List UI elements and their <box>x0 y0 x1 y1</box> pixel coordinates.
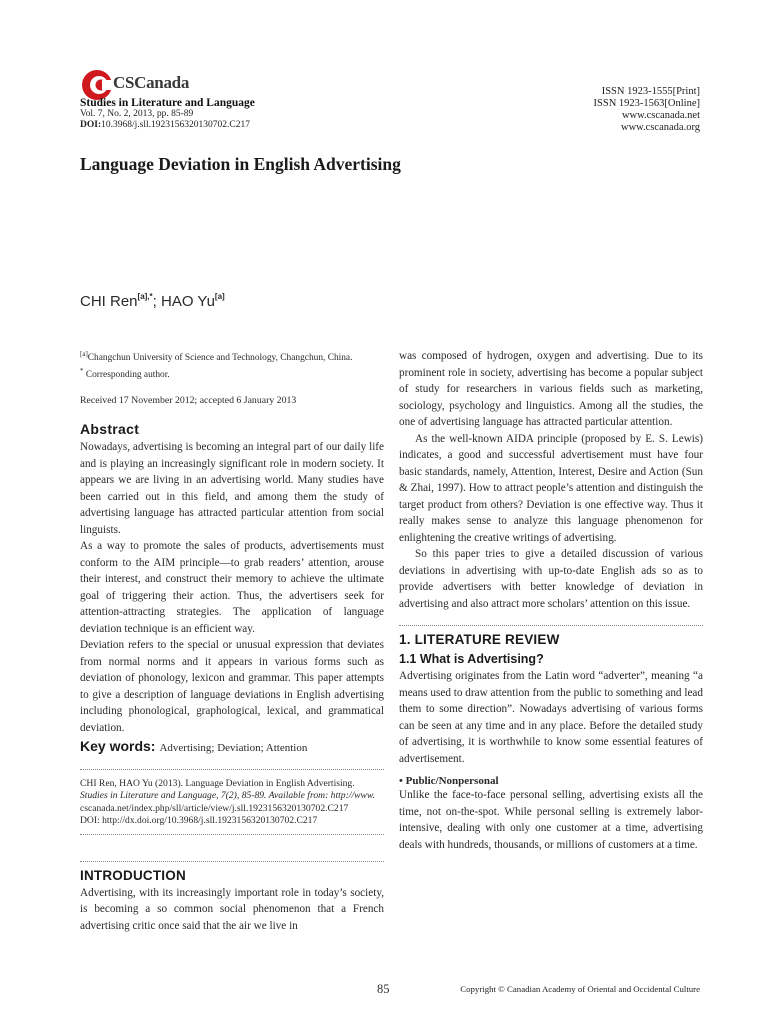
abstract-paragraph: Deviation refers to the special or unusual expression that deviates from normal norms and it appears in various forms such as deviation of phonology, lexicon and grammar. This paper attempts to give a description of language deviations in English advertising including phonological, graphological, lexical, and grammatical deviation. <box>80 639 384 734</box>
body-paragraph: was composed of hydrogen, oxygen and advertising. Due to its prominent role in society, advertising has become a popular subject of study for researchers in various fields such as marketing, sociology, psychology and linguistics. Among all the studies, the one of advertising language has attracted particular attention. <box>399 350 703 428</box>
affiliation-text: Changchun University of Science and Technology, Changchun, China. <box>87 353 353 364</box>
copyright-notice: Copyright © Canadian Academy of Oriental and Occidental Culture <box>460 984 700 994</box>
author-separator: ; <box>152 293 161 310</box>
author-affiliation-mark: [a],* <box>137 292 153 301</box>
brand-name: CSCanada <box>113 73 190 92</box>
issn-print: ISSN 1923-1555[Print] <box>601 86 700 97</box>
citation-doi-link[interactable]: DOI: http://dx.doi.org/10.3968/j.sll.1923156320130702.C217 <box>80 815 318 827</box>
website-link[interactable]: www.cscanada.net <box>621 110 700 121</box>
subsection-heading: 1.1 What is Advertising? <box>399 652 544 666</box>
body-paragraph: So this paper tries to give a detailed discussion of various deviations in advertising with up-to-date English ads so as to provide advertisers with better knowledge of deviation in advertising and also attract more scholars’ attention on this issue. <box>399 548 703 610</box>
author-name: CHI Ren <box>80 293 138 310</box>
article-title: Language Deviation in English Advertising <box>80 154 401 174</box>
left-column <box>80 348 384 934</box>
keywords-text: Advertising; Deviation; Attention <box>159 742 308 755</box>
journal-name: Studies in Literature and Language <box>80 97 255 109</box>
keywords-label: Key words: <box>80 738 156 755</box>
doi-value[interactable]: 10.3968/j.sll.1923156320130702.C217 <box>101 120 250 130</box>
keywords <box>80 738 384 757</box>
citation-link[interactable]: cscanada.net/index.php/sll/article/view/j.sll.1923156320130702.C217 <box>80 802 349 814</box>
citation-line: Studies in Literature and Language, 7(2), 85-89. Available from: http://www. <box>80 790 375 802</box>
section-heading-literature-review: 1. LITERATURE REVIEW <box>399 625 703 647</box>
corresponding-author <box>80 365 384 382</box>
doi-label: DOI: <box>80 120 102 130</box>
section-heading-introduction: INTRODUCTION <box>80 861 384 883</box>
corresponding-text: Corresponding author. <box>83 369 170 380</box>
body-paragraph: Advertising originates from the Latin word “adverter”, meaning “a means used to draw attention from the public to something and lead them to some direction”. Nowadays advertising of various forms can be seen at any time and in any place. Before the detailed study of advertising, it is worthwhile to know some essential features of advertisement. <box>399 670 703 765</box>
issn-online: ISSN 1923-1563[Online] <box>593 98 700 109</box>
citation-line: CHI Ren, HAO Yu (2013). Language Deviation in English Advertising. <box>80 777 355 789</box>
body-paragraph: As the well-known AIDA principle (proposed by E. S. Lewis) indicates, a good and successful advertisement must have four basic standards, namely, Attention, Interest, Desire and Action (Sun & Zhai, 1997). How to attract people’s attention and distinguish the target product from others? Deviation is one effective way. Thus it really makes sense to analyze this language phenomenon for enlightening the creative writings of advertising. <box>399 432 703 544</box>
authors <box>80 292 225 310</box>
author-name: HAO Yu <box>161 293 215 310</box>
affiliation <box>80 348 384 365</box>
abstract-heading: Abstract <box>80 421 140 438</box>
body-paragraph: Unlike the face-to-face personal selling, advertising exists all the time, not on-the-spot. While personal selling is extremely labor-intensive, dealing with only one customer at a time, advertising deals with hundreds, thousands, or millions of customers at a time. <box>399 789 703 851</box>
page-number: 85 <box>377 982 390 996</box>
abstract-paragraph: Nowadays, advertising is becoming an integral part of our daily life and is playing an increasingly significant role in modern society. It appears we are living in an advertising world. Many studies have been carried out in this field, and among them the study of advertising language has attracted particular attention from social linguists. <box>80 441 384 536</box>
right-column <box>399 348 703 853</box>
doi <box>80 120 250 130</box>
website-link[interactable]: www.cscanada.org <box>620 122 700 133</box>
received-date: Received 17 November 2012; accepted 6 January 2013 <box>80 395 297 407</box>
volume-info: Vol. 7, No. 2, 2013, pp. 85-89 <box>80 109 194 119</box>
body-paragraph: Advertising, with its increasingly important role in today’s society, is becoming a so common social phenomenon that a French advertising critic once said that the air we live in <box>80 886 384 932</box>
author-affiliation-mark: [a] <box>214 292 225 301</box>
affiliation-mark: [a] <box>80 350 88 358</box>
citation-box <box>80 769 384 835</box>
bullet-heading: • Public/Nonpersonal <box>399 775 499 787</box>
corresponding-mark: * <box>80 366 84 375</box>
abstract-paragraph: As a way to promote the sales of products, advertisements must conform to the AIM principle—to grab readers’ attention, arouse their interest, and construct their memory to achieve the ultimate goal of triggering their action. Thus, the advertisers seek for attention-attracting strategies. The application of language deviation technique is an efficient way. <box>80 540 384 635</box>
